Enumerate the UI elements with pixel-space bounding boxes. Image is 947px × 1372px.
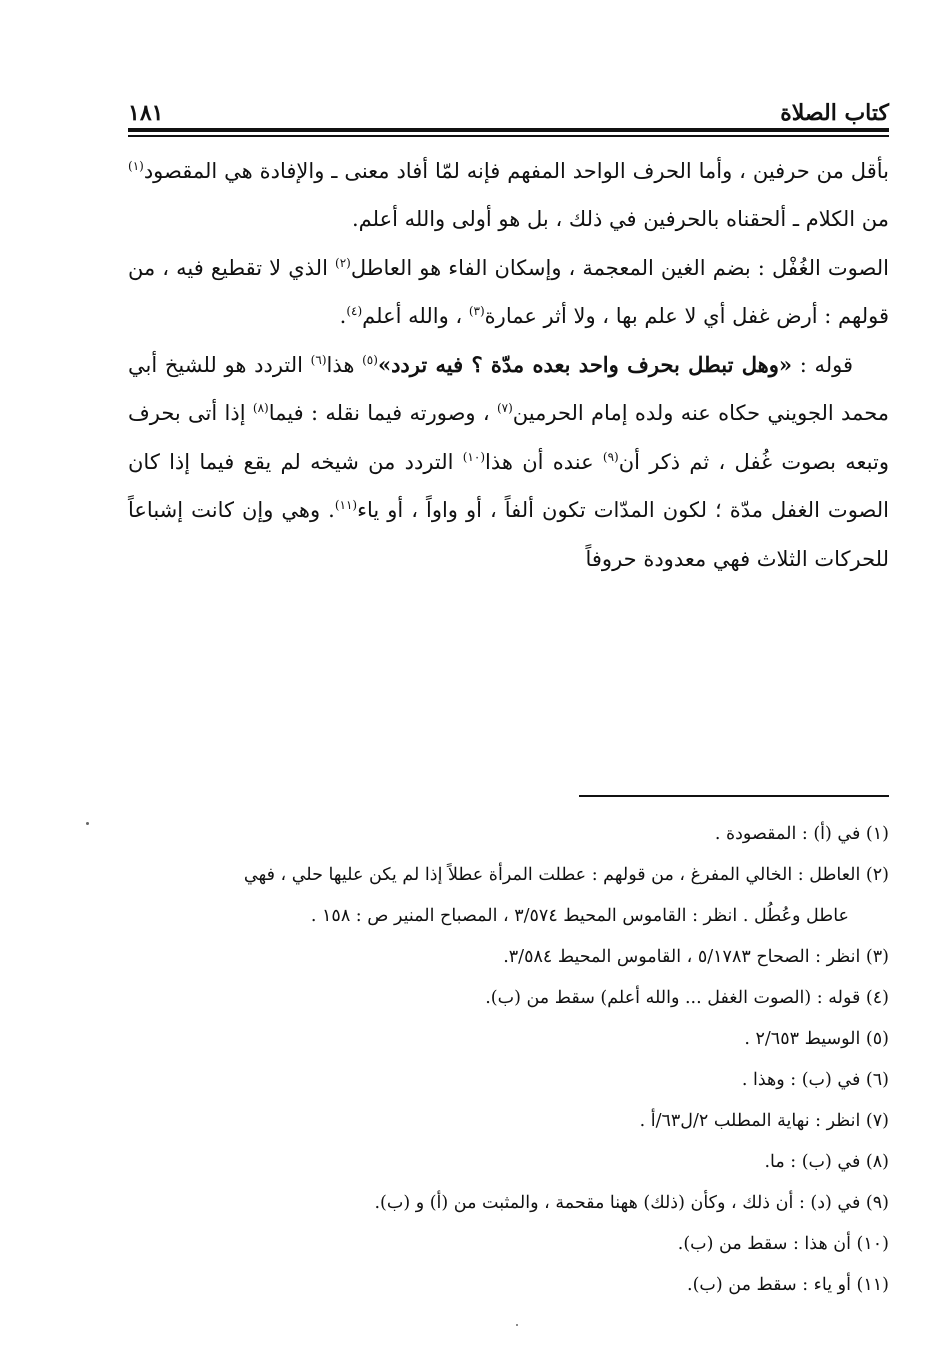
text-line: إذا أتى بحرف وتبعه بصوت غُفل ، ثم ذكر أن bbox=[128, 401, 889, 474]
text-line: بأقل من حرفين ، وأما الحرف الواحد المفهم فإنه لمّا أفاد معنى ـ والإفادة هي bbox=[224, 158, 889, 183]
footnote-ref: (١) bbox=[128, 158, 144, 173]
paragraph-1 bbox=[128, 147, 889, 244]
page-number: ١٨١ bbox=[128, 100, 164, 126]
footnote-1: (١) في (أ) : المقصودة . bbox=[714, 824, 889, 844]
footnote-4: (٤) قوله : (الصوت الغفل ... والله أعلم) سقط من (ب). bbox=[485, 988, 889, 1008]
text-line: من الكلام ـ ألحقناه بالحرفين في ذلك ، بل هو أولى والله أعلم. bbox=[351, 207, 889, 231]
footnote-ref: (٤) bbox=[346, 304, 363, 318]
text-line: من شيخه لم يقع فيما إذا كان الصوت الغفل مدّة ؛ لكون المدّات تكون ألفاً ، أو bbox=[128, 449, 889, 522]
footnote-7: (٧) انظر : نهاية المطلب ٢/ل٦٣/أ . bbox=[639, 1111, 889, 1131]
text-line: التردد bbox=[404, 449, 463, 474]
text-line: عنده أن هذا bbox=[485, 449, 603, 474]
footnote-10: (١٠) أن هذا : سقط من (ب). bbox=[677, 1234, 889, 1254]
footnote-2-line-2: عاطل وعُطُل . انظر : القاموس المحيط ٣/٥٧٤ ، المصباح المنير ص : ١٥٨ . bbox=[310, 906, 849, 926]
footnote-9: (٩) في (د) : أن ذلك ، وكأن (ذلك) ههنا مقحمة ، والمثبت من (أ) و (ب). bbox=[374, 1193, 889, 1213]
book-page bbox=[128, 92, 889, 1295]
text-line: المقصود bbox=[143, 158, 218, 183]
text-line: تقطيع فيه ، من قولهم : أرض غفل أي لا علم بها ، ولا أثر عمارة bbox=[128, 255, 889, 328]
quoted-matn: «وهل تبطل بحرف واحد بعده مدّة ؟ فيه تردد» bbox=[377, 351, 793, 377]
footnotes bbox=[128, 814, 889, 1306]
main-text bbox=[128, 147, 889, 584]
footnote-8: (٨) في (ب) : ما. bbox=[764, 1152, 889, 1172]
footnote-ref: (٣) bbox=[468, 304, 485, 318]
footnote-2 bbox=[128, 855, 889, 937]
footnote-3: (٣) انظر : الصحاح ٥/١٧٨٣ ، القاموس المحيط ٣/٥٨٤. bbox=[503, 947, 889, 967]
footnote-ref: (٢) bbox=[335, 255, 351, 270]
text-line: ، والله bbox=[408, 304, 469, 328]
text-line: الصوت الغُفْل : بضم الغين المعجمة ، وإسكان الفاء هو العاطل bbox=[350, 255, 889, 280]
text-line: الذي لا bbox=[269, 255, 335, 280]
page-header bbox=[128, 92, 889, 126]
header-rule-thick bbox=[128, 128, 889, 132]
footnote-ref: (١٠) bbox=[462, 449, 485, 464]
footnote-ref: (٨) bbox=[252, 401, 269, 415]
text-line: هذا bbox=[326, 352, 363, 377]
scan-speck bbox=[86, 822, 89, 825]
paragraph-3 bbox=[128, 341, 889, 584]
text-line: واواً ، أو ياء bbox=[357, 498, 458, 522]
footnote-11: (١١) أو ياء : سقط من (ب). bbox=[687, 1275, 889, 1295]
text-line: أعلم bbox=[362, 304, 402, 328]
scan-speck bbox=[516, 1324, 518, 1326]
text-line: ، وصورته فيما نقله : bbox=[310, 401, 497, 425]
chapter-title: كتاب الصلاة bbox=[780, 100, 889, 126]
text-line: . وهي وإن كانت إشباعاً للحركات الثلاث فهي معدودة حروفاً bbox=[128, 498, 889, 571]
header-rule-thin bbox=[128, 135, 889, 137]
footnote-ref: (٥) bbox=[362, 352, 378, 367]
footnote-2-line-1: (٢) العاطل : الخالي المفرغ ، من قولهم : عطلت المرأة عطلاً إذا لم يكن عليها حلي ، فهي bbox=[243, 865, 889, 885]
footnote-ref: (٦) bbox=[310, 352, 327, 367]
footnote-6: (٦) في (ب) : وهذا . bbox=[741, 1070, 889, 1090]
footnote-separator bbox=[579, 795, 889, 797]
text-line: فيما bbox=[268, 401, 304, 425]
paragraph-2: الصوت الغُفْل : بضم الغين المعجمة ، وإسكان الفاء هو العاطل$^{(٢)}$ الذي لا تقطيع فيه ، من قولهم : أرض غفل أي لا علم بها ، ولا أثر عمارة$^{(٣)}$ ، والله أعلم$^{(٤)}$. bbox=[128, 255, 889, 328]
text-line: للشيخ أبي محمد الجويني حكاه عنه ولده إمام الحرمين bbox=[128, 352, 889, 425]
text-line: التردد هو bbox=[224, 352, 311, 377]
footnote-ref: (٧) bbox=[496, 401, 513, 415]
footnote-ref: (٩) bbox=[602, 449, 619, 464]
footnote-5: (٥) الوسيط ٢/٦٥٣ . bbox=[744, 1029, 889, 1049]
footnote-ref: (١١) bbox=[334, 498, 358, 512]
text-line: قوله : bbox=[792, 352, 853, 377]
